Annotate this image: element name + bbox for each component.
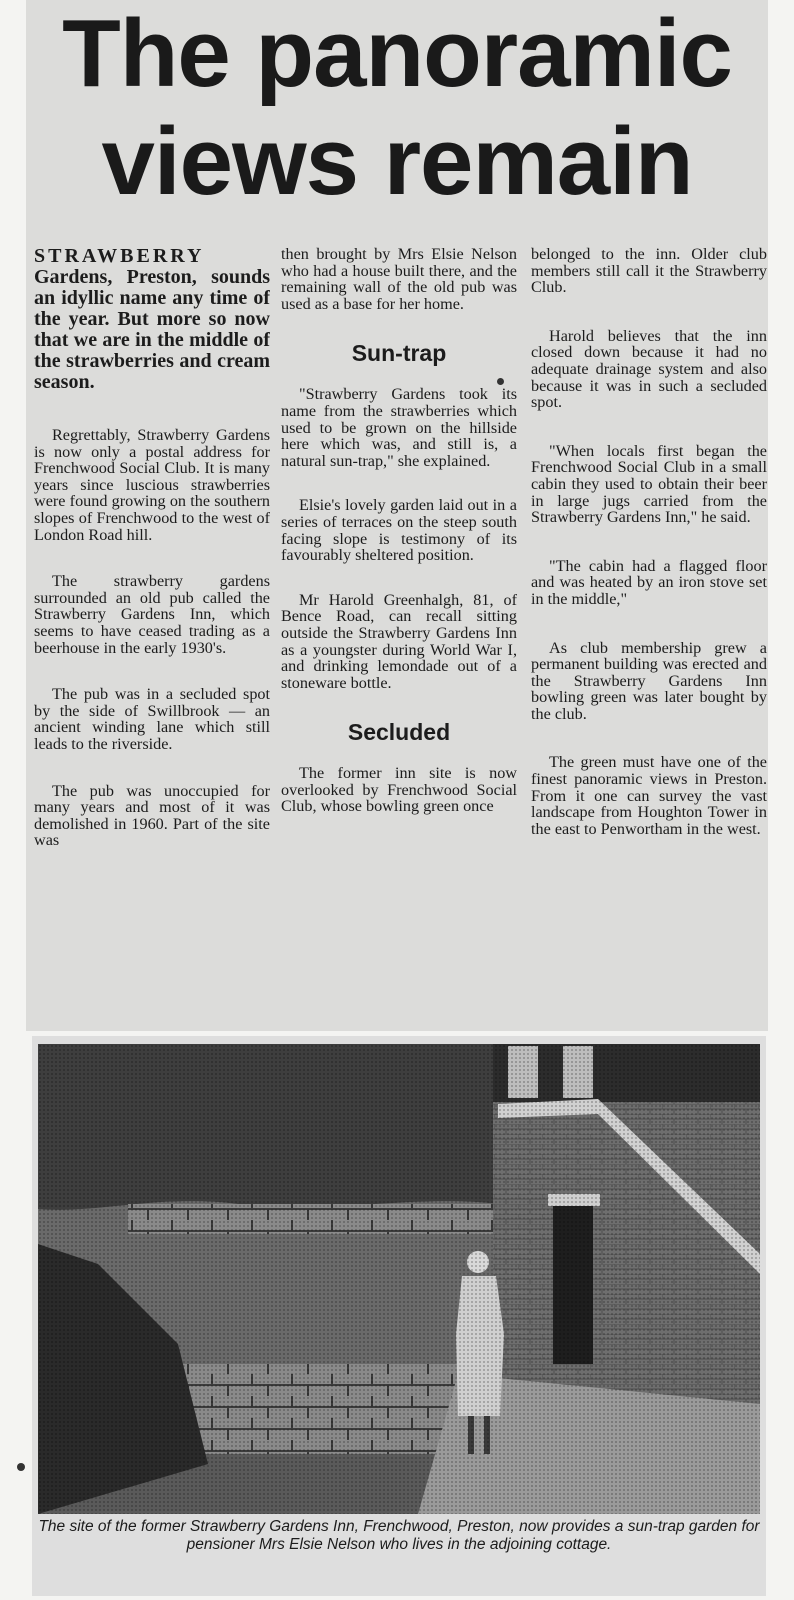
- subheading-secluded: Secluded: [347, 719, 451, 746]
- paragraph: The strawberry gardens surrounded an old pub called the Strawberry Gardens Inn, which seems to have ceased trading as a beerhouse in the early 1930's.: [34, 572, 270, 657]
- paragraph: As club membership grew a permanent building was erected and the Strawberry Gardens Inn bowling green was later bought by the club.: [531, 638, 767, 723]
- paragraph: Regrettably, Strawberry Gardens is now only a postal address for Frenchwood Social Club. It is many years since luscious strawberries were found growing on the southern slopes of Frenchwood to the west of London Road hill.: [34, 426, 270, 544]
- paragraph: The pub was in a secluded spot by the side of Swillbrook — an ancient winding lane which still leads to the riverside.: [34, 685, 270, 753]
- paragraph: Elsie's lovely garden laid out in a series of terraces on the steep south facing slope is testimony of its favourably sheltered position.: [281, 496, 517, 565]
- print-speck: [17, 1463, 25, 1471]
- paragraph: The pub was unoccupied for many years and most of it was demolished in 1960. Part of the site was: [34, 781, 270, 850]
- paragraph: then brought by Mrs Elsie Nelson who had a house built there, and the remaining wall of the old pub was used as a base for her home.: [281, 246, 517, 313]
- paragraph: belonged to the inn. Older club members still call it the Strawberry Club.: [531, 246, 767, 297]
- article-column-3: [531, 246, 767, 869]
- headline-line-2: views remain: [101, 108, 693, 215]
- article-column-2: [281, 246, 517, 843]
- print-speck: [497, 378, 504, 385]
- paragraph: Harold believes that the inn closed down because it had no adequate drainage system and also because it was in such a secluded spot.: [531, 326, 767, 412]
- headline: [26, 0, 768, 216]
- newspaper-clipping: [26, 0, 768, 1031]
- lead-paragraph: [34, 246, 270, 393]
- lead-caps: STRAWBERRY: [34, 246, 205, 267]
- paragraph: "The cabin had a flagged floor and was heated by an iron stove set in the middle,": [531, 556, 767, 608]
- article-column-1: [34, 246, 270, 879]
- paragraph: The former inn site is now overlooked by Frenchwood Social Club, whose bowling green once: [281, 764, 517, 816]
- subheading-sun-trap: Sun-trap: [351, 340, 447, 367]
- photo-caption: The site of the former Strawberry Gardens Inn, Frenchwood, Preston, now provides a sun-trap garden for pensioner Mrs Elsie Nelson who lives in the adjoining cottage.: [38, 1518, 760, 1553]
- halftone-overlay: [38, 1044, 760, 1514]
- garden-photo: [38, 1044, 760, 1514]
- paragraph: The green must have one of the finest panoramic views in Preston. From it one can survey the vast landscape from Houghton Tower in the east to Penwortham in the west.: [531, 753, 767, 838]
- headline-line-1: The panoramic: [62, 0, 732, 107]
- paragraph: "Strawberry Gardens took its name from the strawberries which used to be grown on the hillside here which was, and still is, a natural sun-trap," she explained.: [281, 385, 517, 470]
- lead-text: Gardens, Preston, sounds an idyllic name any time of the year. But more so now that we are in the middle of the strawberries and cream season.: [34, 266, 270, 393]
- paragraph: Mr Harold Greenhalgh, 81, of Bence Road, can recall sitting outside the Strawberry Gardens Inn as a youngster during World War I, and drinking lemondade out of a stoneware bottle.: [281, 590, 517, 692]
- photo-clipping: [32, 1036, 766, 1596]
- paragraph: "When locals first began the Frenchwood Social Club in a small cabin they used to obtain their beer in large jugs carried from the Strawberry Gardens Inn," he said.: [531, 441, 767, 527]
